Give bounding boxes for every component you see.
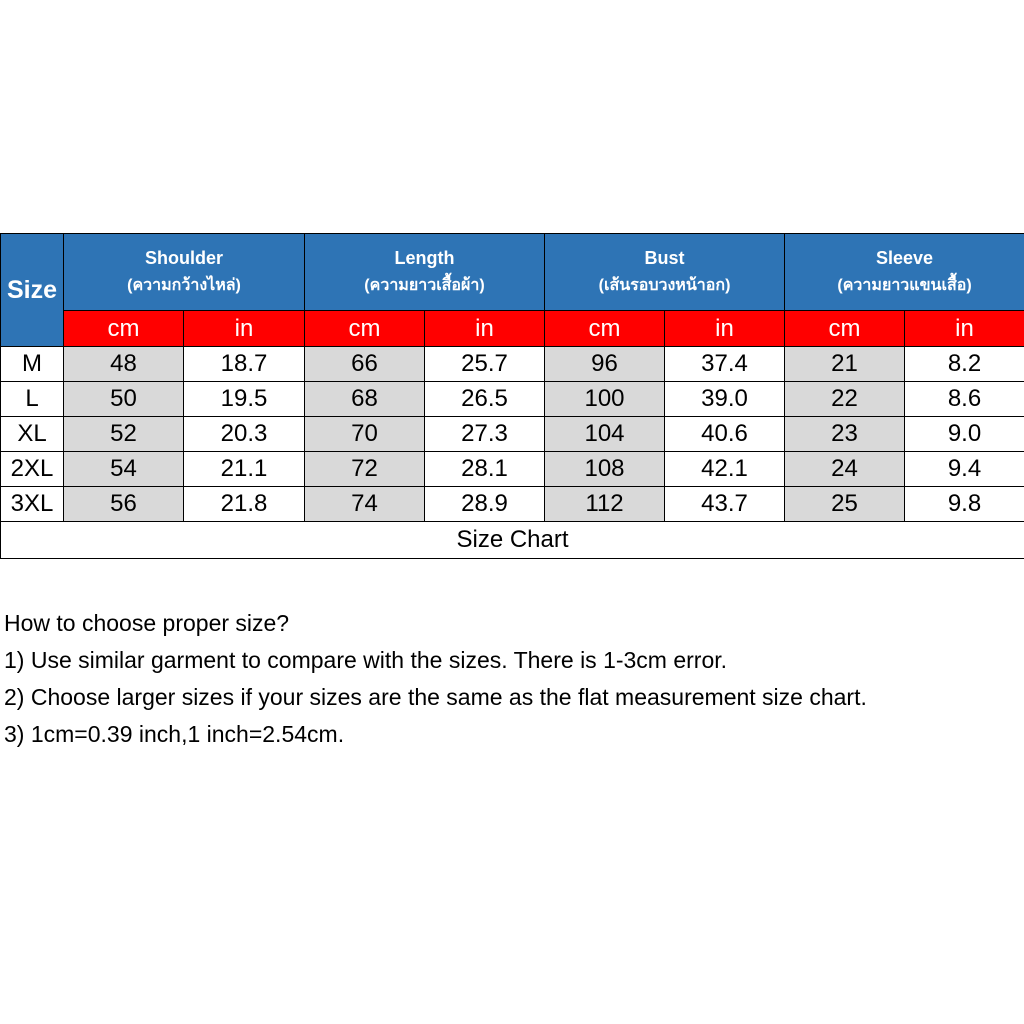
group-header-row	[1, 234, 1024, 311]
value-cell: 66	[305, 347, 425, 382]
caption-row	[1, 522, 1024, 559]
unit-cell: in	[425, 311, 545, 347]
length-label: Length	[394, 248, 455, 268]
value-cell: 21.1	[184, 452, 305, 487]
note-item: 1) Use similar garment to compare with the sizes. There is 1-3cm error.	[4, 647, 728, 673]
size-column-header: Size	[1, 234, 64, 347]
length-header	[305, 234, 545, 311]
note-item: 2) Choose larger sizes if your sizes are the same as the flat measurement size chart.	[4, 684, 867, 710]
shoulder-header	[64, 234, 305, 311]
value-cell: 54	[64, 452, 184, 487]
value-cell: 56	[64, 487, 184, 522]
sleeve-thai-label: (ความยาวแขนเสื้อ)	[837, 277, 972, 294]
bust-label: Bust	[644, 248, 685, 268]
value-cell: 25.7	[425, 347, 545, 382]
value-cell: 52	[64, 417, 184, 452]
value-cell: 8.2	[905, 347, 1024, 382]
table-caption: Size Chart	[1, 522, 1024, 559]
value-cell: 9.4	[905, 452, 1024, 487]
value-cell: 8.6	[905, 382, 1024, 417]
size-cell: XL	[1, 417, 64, 452]
value-cell: 96	[545, 347, 665, 382]
note-item: 3) 1cm=0.39 inch,1 inch=2.54cm.	[4, 721, 345, 747]
table-row	[1, 347, 1024, 382]
value-cell: 40.6	[665, 417, 785, 452]
unit-cell: in	[665, 311, 785, 347]
size-cell: 2XL	[1, 452, 64, 487]
bust-thai-label: (เส้นรอบวงหน้าอก)	[598, 277, 731, 294]
value-cell: 104	[545, 417, 665, 452]
value-cell: 26.5	[425, 382, 545, 417]
table-row	[1, 487, 1024, 522]
sleeve-label: Sleeve	[875, 248, 934, 268]
size-guide-notes	[4, 605, 1020, 753]
unit-cell: in	[184, 311, 305, 347]
value-cell: 50	[64, 382, 184, 417]
unit-cell: cm	[785, 311, 905, 347]
value-cell: 68	[305, 382, 425, 417]
notes-heading: How to choose proper size?	[4, 610, 290, 636]
value-cell: 28.9	[425, 487, 545, 522]
value-cell: 43.7	[665, 487, 785, 522]
unit-cell: cm	[64, 311, 184, 347]
shoulder-thai-label: (ความกว้างไหล่)	[127, 277, 241, 294]
value-cell: 48	[64, 347, 184, 382]
value-cell: 37.4	[665, 347, 785, 382]
size-cell: L	[1, 382, 64, 417]
sleeve-header	[785, 234, 1024, 311]
size-chart-table	[0, 233, 1024, 559]
unit-cell: cm	[305, 311, 425, 347]
value-cell: 74	[305, 487, 425, 522]
value-cell: 27.3	[425, 417, 545, 452]
value-cell: 23	[785, 417, 905, 452]
unit-header-row	[1, 311, 1024, 347]
value-cell: 9.0	[905, 417, 1024, 452]
value-cell: 21	[785, 347, 905, 382]
value-cell: 72	[305, 452, 425, 487]
value-cell: 100	[545, 382, 665, 417]
value-cell: 18.7	[184, 347, 305, 382]
value-cell: 20.3	[184, 417, 305, 452]
value-cell: 21.8	[184, 487, 305, 522]
value-cell: 108	[545, 452, 665, 487]
value-cell: 112	[545, 487, 665, 522]
value-cell: 28.1	[425, 452, 545, 487]
size-cell: M	[1, 347, 64, 382]
value-cell: 9.8	[905, 487, 1024, 522]
bust-header	[545, 234, 785, 311]
value-cell: 42.1	[665, 452, 785, 487]
value-cell: 25	[785, 487, 905, 522]
table-row	[1, 452, 1024, 487]
table-row	[1, 417, 1024, 452]
size-cell: 3XL	[1, 487, 64, 522]
unit-cell: cm	[545, 311, 665, 347]
table-row	[1, 382, 1024, 417]
unit-cell: in	[905, 311, 1024, 347]
value-cell: 22	[785, 382, 905, 417]
shoulder-label: Shoulder	[144, 248, 223, 268]
value-cell: 39.0	[665, 382, 785, 417]
value-cell: 24	[785, 452, 905, 487]
length-thai-label: (ความยาวเสื้อผ้า)	[364, 277, 485, 294]
value-cell: 70	[305, 417, 425, 452]
value-cell: 19.5	[184, 382, 305, 417]
